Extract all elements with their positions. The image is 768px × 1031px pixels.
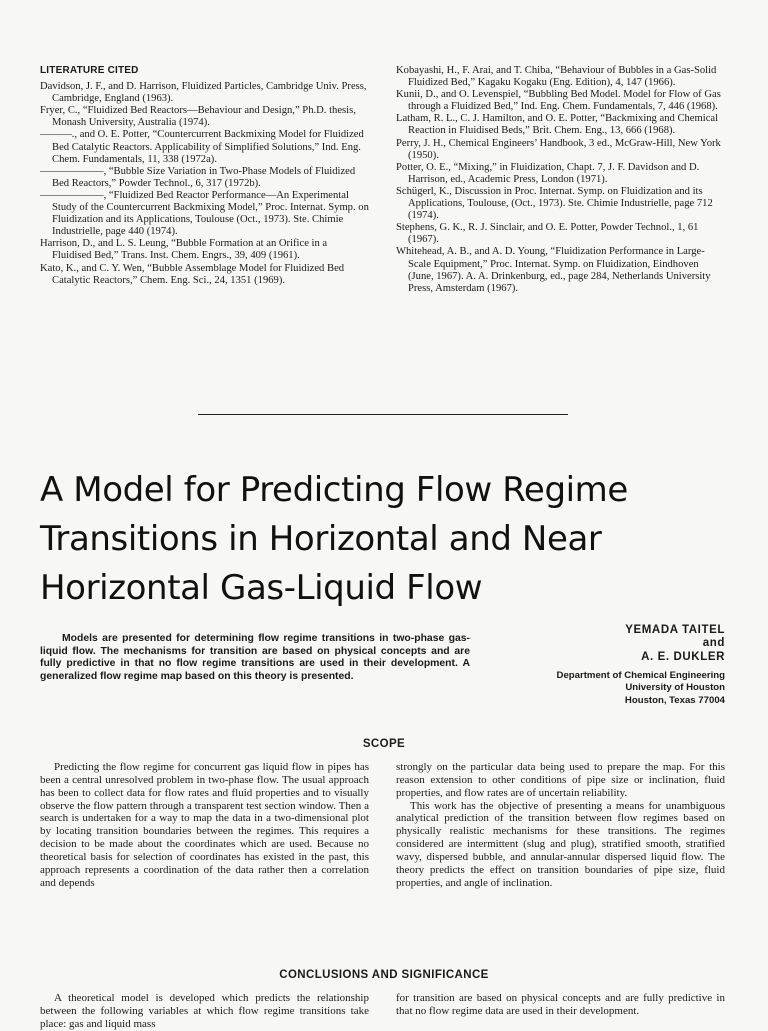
abstract: Models are presented for determining flow regime transitions in two-phase gas-liquid flow. The mechanisms for transition are based on physical concepts and are fully predictive in that no flow regime transitions are used in their development. A generalized flow regime map based on this theory is presented. [40, 633, 470, 682]
conclusions-left-column [40, 992, 369, 1031]
article-title [40, 466, 740, 613]
author-conjunction: and [702, 637, 725, 650]
author-block [520, 624, 725, 707]
author-department: Department of Chemical Engineering [556, 670, 725, 682]
title-line: Horizontal Gas-Liquid Flow [40, 568, 483, 608]
author-name: YEMADA TAITEL [625, 624, 725, 636]
section-divider [198, 414, 568, 415]
conclusions-heading: CONCLUSIONS AND SIGNIFICANCE [279, 969, 489, 981]
paragraph: strongly on the particular data being used to prepare the map. For this reason extension to other conditions of pipe size or inclination, fluid properties, and flow rates are of uncertain reliability. [396, 761, 725, 799]
reference-item: Fryer, C., “Fluidized Bed Reactors—Behaviour and Design,” Ph.D. thesis, Monash University, Australia (1974). [40, 105, 356, 129]
scope-right-column [396, 761, 725, 889]
reference-item: Kunii, D., and O. Levenspiel, “Bubbling Bed Model. Model for Flow of Gas through a Fluidized Bed,” Ind. Eng. Chem. Fundamentals, 7, 446 (1968). [396, 89, 721, 113]
author-university: University of Houston [625, 682, 725, 694]
reference-item: Potter, O. E., “Mixing,” in Fluidization, Chapt. 7, J. F. Davidson and D. Harrison, ed., Academic Press, London (1971). [396, 161, 700, 185]
paragraph: Predicting the flow regime for concurrent gas liquid flow in pipes has been a central unresolved problem in two-phase flow. The usual approach has been to collect data for flow rates and fluid properties and to visually observe the flow pattern through a transparent test section window. Then a search is undertaken for a way to map the data in a two-dimensional plot by locating transition boundaries between the regimes. This requires a decision to be made about the coordinates which are used. Because no theoretical basis for selection of coordinates has existed in the past, this approach represents a coordination of the data rather then a correlation and depends [40, 761, 369, 889]
scope-heading: SCOPE [362, 738, 406, 750]
scope-left-column [40, 761, 369, 889]
references-right-column [396, 65, 725, 295]
reference-item: Schügerl, K., Discussion in Proc. Internat. Symp. on Fluidization and its Applications, Toulouse, (Oct., 1973). Ste. Chimie Industrielle, page 712 (1974). [396, 185, 713, 222]
reference-item: Kobayashi, H., F. Arai, and T. Chiba, “Behaviour of Bubbles in a Gas-Solid Fluidized Bed,” Kagaku Kogaku (Eng. Edition), 4, 147 (1966). [396, 65, 717, 89]
reference-item: Kato, K., and C. Y. Wen, “Bubble Assemblage Model for Fluidized Bed Catalytic Reactors,” Chem. Eng. Sci., 24, 1351 (1969). [40, 262, 345, 286]
conclusions-right-column [396, 992, 725, 1018]
author-location: Houston, Texas 77004 [624, 694, 725, 706]
reference-item: Whitehead, A. B., and A. D. Young, “Fluidization Performance in Large-Scale Equipment,” Proc. Internat. Symp. on Fluidization, Eindhoven (June, 1967). A. A. Drinkenburg, ed., page 284, Netherlands University Press, Amsterdam (1967). [396, 246, 711, 294]
reference-item: Davidson, J. F., and D. Harrison, Fluidized Particles, Cambridge Univ. Press, Cambridge, England (1963). [40, 81, 367, 105]
paragraph: for transition are based on physical concepts and are fully predictive in that no flow regime data are used in their development. [396, 992, 725, 1017]
author-name: A. E. DUKLER [641, 650, 725, 663]
paragraph: A theoretical model is developed which predicts the relationship between the following variables at which flow regime transitions take place: gas and liquid mass [40, 992, 369, 1030]
reference-item: Harrison, D., and L. S. Leung, “Bubble Formation at an Orifice in a Fluidised Bed,” Trans. Inst. Chem. Engrs., 39, 409 (1961). [40, 238, 328, 262]
reference-item: ———., and O. E. Potter, “Countercurrent Backmixing Model for Fluidized Bed Catalytic Reactors. Applicability of Simplified Solutions,” Ind. Eng. Chem. Fundamentals, 11, 338 (1972a). [40, 129, 364, 165]
title-line: A Model for Predicting Flow Regime [40, 470, 628, 510]
reference-item: Latham, R. L., C. J. Hamilton, and O. E. Potter, “Backmixing and Chemical Reaction in Fluidised Beds,” Brit. Chem. Eng., 13, 666 (1968). [396, 113, 719, 137]
reference-item: Stephens, G. K., R. J. Sinclair, and O. E. Potter, Powder Technol., 1, 61 (1967). [396, 222, 699, 246]
title-line: Transitions in Horizontal and Near [40, 519, 602, 559]
literature-cited-heading: LITERATURE CITED [40, 65, 139, 76]
reference-item: ——————, “Bubble Size Variation in Two-Phase Models of Fluidized Bed Reactors,” Powder Technol., 6, 317 (1972b). [40, 165, 356, 189]
reference-item: ——————, “Fluidized Bed Reactor Performance—An Experimental Study of the Countercurrent Backmixing Model,” Proc. Internat. Symp. on Fluidization and its Applications, Toulouse (Oct., 1973). Ste. Chimie Industrielle, page 440 (1974). [40, 189, 369, 238]
paragraph: This work has the objective of presenting a means for unambiguous analytical prediction of the transition between flow regimes based on physically realistic mechanisms for these transitions. The regimes considered are intermittent (slug and plug), stratified smooth, stratified wavy, dispersed bubble, and annular-annular dispersed liquid flow. The theory predicts the effect on transition boundaries of pipe size, fluid properties, and angle of inclination. [396, 799, 725, 889]
references-left-column [40, 65, 369, 287]
reference-item: Perry, J. H., Chemical Engineers’ Handbook, 3 ed., McGraw-Hill, New York (1950). [396, 137, 721, 161]
